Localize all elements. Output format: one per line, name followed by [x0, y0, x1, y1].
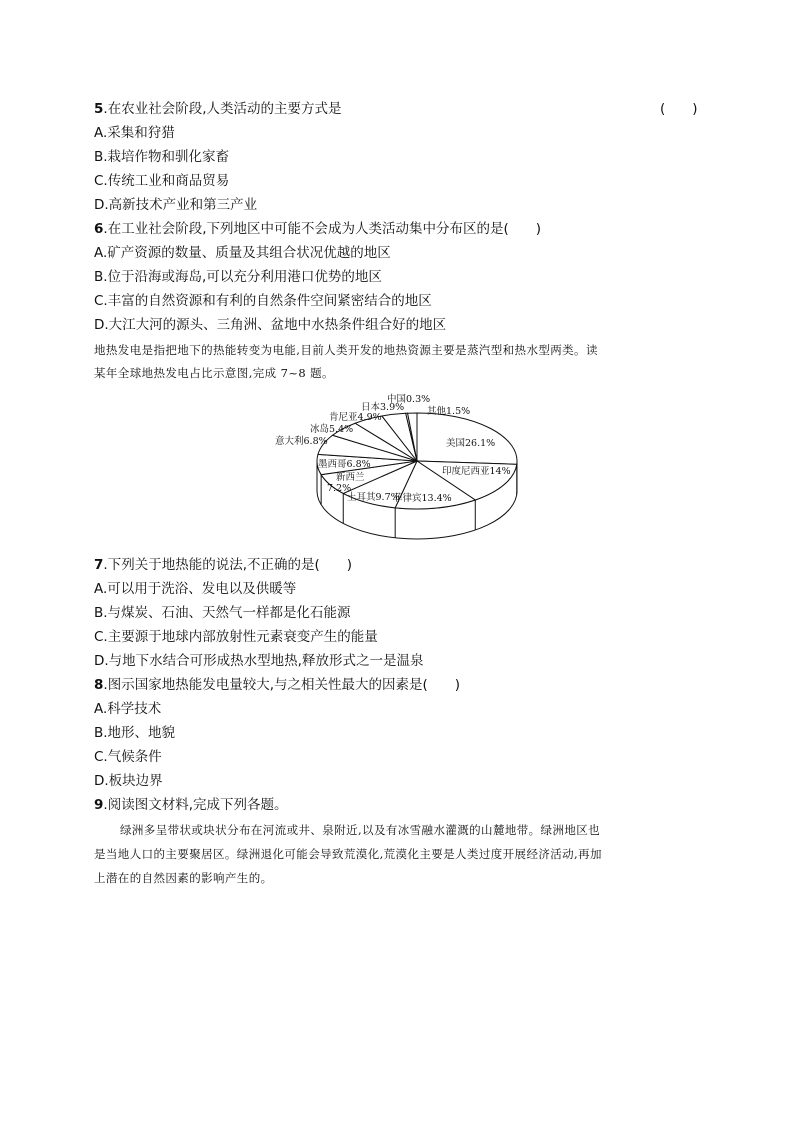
- q6-option-c: C.丰富的自然资源和有利的自然条件空间紧密结合的地区: [94, 293, 432, 309]
- intro-line-1: 地热发电是指把地下的热能转变为电能,目前人类开发的地热资源主要是蒸汽型和热水型两类。读: [94, 343, 598, 357]
- q8-option-a: A.科学技术: [94, 701, 162, 717]
- label-japan: 日本3.9%: [361, 402, 405, 413]
- intro-line-2: 某年全球地热发电占比示意图,完成 7~8 题。: [94, 366, 334, 380]
- q9-number: 9: [94, 797, 104, 813]
- q8-stem-text: .图示国家地热能发电量较大,与之相关性最大的因素是( ): [103, 677, 461, 693]
- label-kenya: 肯尼亚4.9%: [329, 412, 382, 423]
- q7-option-c: C.主要源于地球内部放射性元素衰变产生的能量: [94, 629, 378, 645]
- q6-option-d: D.大江大河的源头、三角洲、盆地中水热条件组合好的地区: [94, 317, 447, 333]
- q5-option-a: A.采集和狩猎: [94, 125, 175, 141]
- label-turkey: 土耳其9.7%: [347, 492, 400, 503]
- q8-number: 8: [94, 677, 104, 693]
- q5-stem-text: .在农业社会阶段,人类活动的主要方式是: [103, 101, 342, 117]
- q5-number: 5: [94, 101, 104, 117]
- label-nz-2: 7.2%: [327, 483, 352, 494]
- q8-option-d: D.板块边界: [94, 773, 163, 789]
- q7-number: 7: [94, 557, 104, 573]
- q6-option-a: A.矿产资源的数量、质量及其组合状况优越的地区: [94, 245, 391, 261]
- label-mexico: 墨西哥6.8%: [318, 459, 371, 470]
- label-us: 美国26.1%: [446, 438, 496, 449]
- q6-number: 6: [94, 221, 104, 237]
- q5-option-d: D.高新技术产业和第三产业: [94, 197, 258, 213]
- q9-paragraph-line-3: 上潜在的自然因素的影响产生的。: [94, 871, 273, 885]
- q8-option-c: C.气候条件: [94, 749, 162, 765]
- q7-stem: [94, 557, 352, 573]
- q5-option-b: B.栽培作物和驯化家畜: [94, 149, 230, 165]
- label-other: 其他1.5%: [427, 406, 471, 417]
- label-italy: 意大利6.8%: [275, 436, 328, 447]
- q6-stem: [94, 221, 541, 237]
- geothermal-pie-chart: [0, 388, 794, 548]
- q9-paragraph-line-2: 是当地人口的主要聚居区。绿洲退化可能会导致荒漠化,荒漠化主要是人类过度开展经济活动,再加: [94, 847, 602, 861]
- q9-paragraph-line-1: 绿洲多呈带状或块状分布在河流或井、泉附近,以及有冰雪融水灌溉的山麓地带。绿洲地区也: [120, 823, 601, 837]
- label-nz-1: 新西兰: [336, 472, 365, 483]
- label-china: 中国0.3%: [387, 394, 431, 405]
- q9-stem: [94, 797, 288, 813]
- q7-option-d: D.与地下水结合可形成热水型地热,释放形式之一是温泉: [94, 653, 424, 669]
- q8-stem: [94, 677, 460, 693]
- label-philippines: 菲律宾13.4%: [393, 493, 452, 504]
- q6-stem-text: .在工业社会阶段,下列地区中可能不会成为人类活动集中分布区的是( ): [103, 221, 542, 237]
- q8-option-b: B.地形、地貌: [94, 725, 176, 741]
- q6-option-b: B.位于沿海或海岛,可以充分利用港口优势的地区: [94, 269, 382, 285]
- q5-answer-paren: ( ): [660, 101, 698, 117]
- q5-option-c: C.传统工业和商品贸易: [94, 173, 230, 189]
- label-indonesia: 印度尼西亚14%: [442, 466, 511, 477]
- q9-stem-text: .阅读图文材料,完成下列各题。: [103, 797, 288, 813]
- label-iceland: 冰岛5.4%: [310, 424, 354, 435]
- q7-stem-text: .下列关于地热能的说法,不正确的是( ): [103, 557, 353, 573]
- q5-stem: [94, 101, 342, 117]
- q7-option-a: A.可以用于洗浴、发电以及供暖等: [94, 581, 297, 597]
- q7-option-b: B.与煤炭、石油、天然气一样都是化石能源: [94, 605, 351, 621]
